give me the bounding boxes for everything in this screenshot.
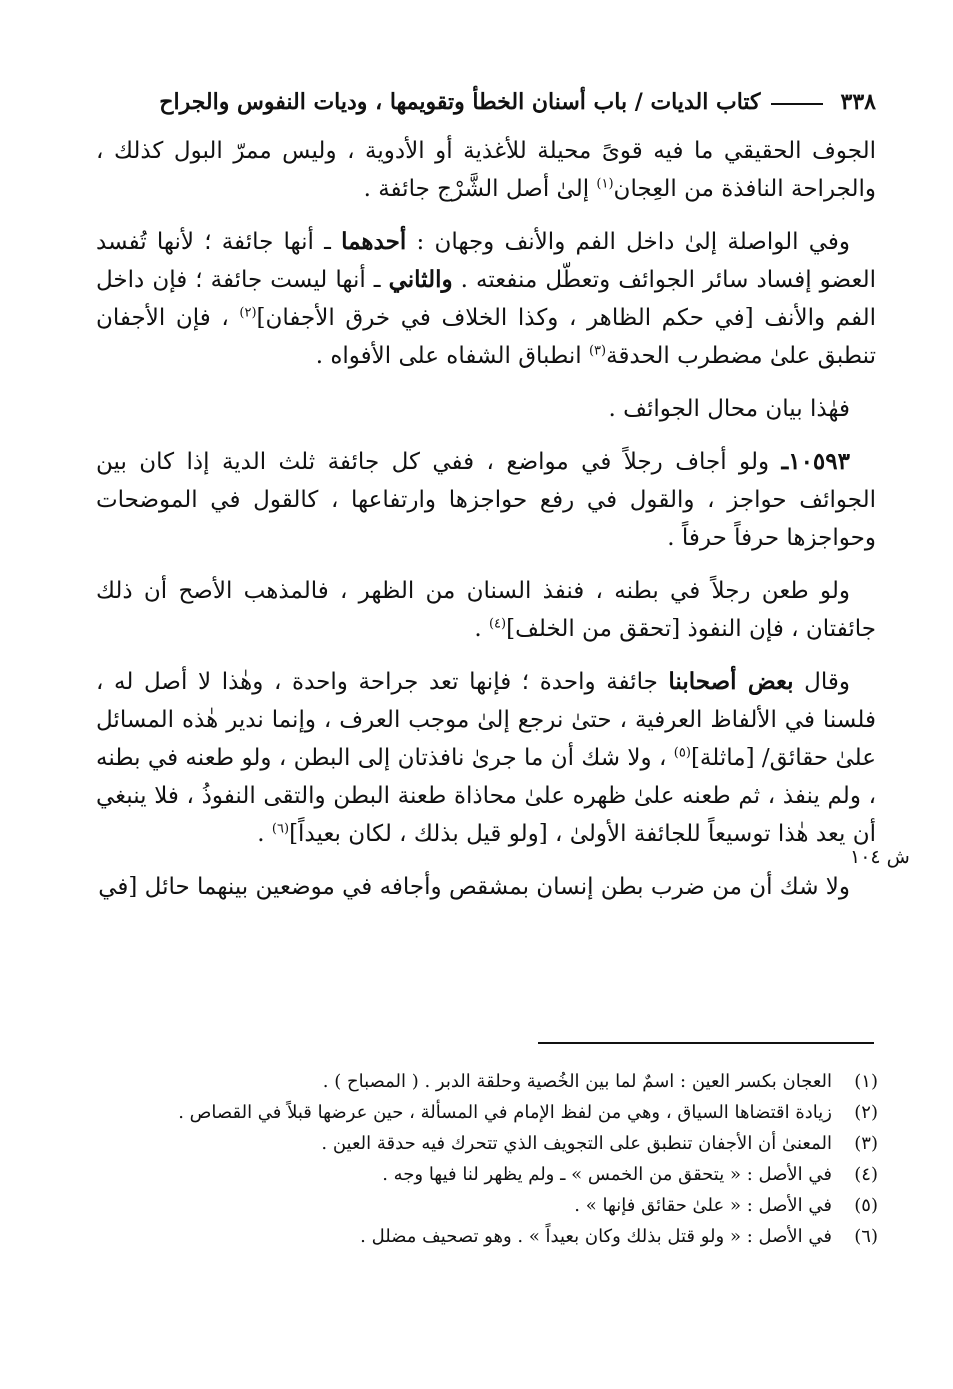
footnote-number: (٤) bbox=[854, 1164, 878, 1185]
text-run: ـ أنها ليست جائفة ؛ فإن داخل الفم والأنف [في حكم الظاهر ، وكذا الخلاف في خرق الأجفان] bbox=[96, 267, 876, 331]
text-run: جائفة واحدة ؛ فإنها تعد جراحة واحدة ، وهٰذا لا أصل له ، فلسنا في الألفاظ العرفية ، حتىٰ نرجع إلىٰ موجب العرف ، وإنما ندير هٰذه المسائل علىٰ حقائق/ [ماثلة] bbox=[96, 669, 876, 771]
header-dash bbox=[771, 103, 823, 105]
text-run: الجوف الحقيقي ما فيه قوىً محيلة للأغذية أو الأدوية ، وليس ممرّ البول كذلك ، والجراحة النافذة من العِجان bbox=[96, 138, 876, 202]
issue-number: ١٠٥٩٣ـ bbox=[781, 448, 850, 475]
paragraph-7: ولا شك أن من ضرب بطن إنسان بمشقص وأجافه في موضعين بينهما حائل [في bbox=[98, 874, 850, 900]
footnote bbox=[130, 1128, 878, 1159]
body-text bbox=[96, 132, 876, 921]
footnote-number: (٦) bbox=[854, 1226, 878, 1247]
footnote-ref-1[interactable]: (١) bbox=[596, 176, 614, 192]
text-run: وقال bbox=[793, 669, 850, 695]
footnote-text: في الأصل : « علىٰ حقائق فإنها » . bbox=[574, 1195, 832, 1216]
text-run: إلىٰ أصل الشَّرْج جائفة . bbox=[363, 176, 597, 202]
footnote-ref-2[interactable]: (٢) bbox=[239, 305, 257, 321]
footnote-text: زيادة اقتضاها السياق ، وهي من لفظ الإمام في المسألة ، حين عرضها قبلاً في القصاص . bbox=[178, 1102, 832, 1123]
footnote-number: (٢) bbox=[854, 1102, 878, 1123]
footnote bbox=[130, 1066, 878, 1097]
text-run: . bbox=[257, 821, 272, 847]
bold-term: أحدهما bbox=[341, 228, 407, 255]
text-run: ولو طعن رجلاً في بطنه ، فنفذ السنان من الظهر ، فالمذهب الأصح أن ذلك جائفتان ، فإن النفوذ [تحقق من الخلف] bbox=[96, 578, 876, 642]
footnote-ref-3[interactable]: (٣) bbox=[588, 343, 607, 359]
footnote-number: (٥) bbox=[854, 1195, 878, 1216]
text-run: ، ولا شك أن ما جرىٰ نافذتان إلى البطن ، ولو طعنه في بطنه ، ولم ينفذ ، ثم طعنه علىٰ ظهره علىٰ محاذاة طعنة البطن والتقى النفوذُ ، فلا ينبغي أن يعد هٰذا توسيعاً للجائفة الأولىٰ ، [ولو قيل بذلك ، لكان بعيداً] bbox=[96, 745, 876, 847]
footnote bbox=[130, 1221, 878, 1252]
footnote bbox=[130, 1190, 878, 1221]
footnote-ref-6[interactable]: (٦) bbox=[271, 821, 290, 837]
margin-note: ش ١٠٤ bbox=[850, 846, 910, 868]
paragraph-1 bbox=[96, 132, 876, 208]
footnote bbox=[130, 1097, 878, 1128]
footnote-separator bbox=[538, 1042, 874, 1044]
header-title: كتاب الديات / باب أسنان الخطأ وتقويمها ، وديات النفوس والجراح bbox=[159, 89, 761, 115]
running-header bbox=[96, 84, 876, 120]
paragraph-2 bbox=[96, 223, 876, 375]
text-run: ، فإن الأجفان تنطبق علىٰ مضطرب الحدقة bbox=[96, 305, 876, 369]
footnote-ref-5[interactable]: (٥) bbox=[673, 745, 691, 761]
footnote-ref-4[interactable]: (٤) bbox=[488, 616, 507, 632]
page-number: ٣٣٨ bbox=[840, 89, 876, 115]
text-run: وفي الواصلة إلىٰ داخل الفم والأنف وجهان : bbox=[406, 229, 850, 255]
footnote-text: في الأصل : « يتحقق من الخمس » ـ ولم يظهر لنا فيها وجه . bbox=[382, 1164, 832, 1185]
footnotes bbox=[130, 1066, 878, 1252]
paragraph-3: فهٰذا بيان محال الجوائف . bbox=[608, 396, 850, 422]
paragraph-6 bbox=[96, 663, 876, 853]
text-run: . bbox=[474, 616, 489, 642]
text-run: ـ أنها جائفة ؛ لأنها تُفسد العضو إفساد سائر الجوائف وتعطّل منفعته . bbox=[96, 229, 876, 293]
bold-term: والثاني bbox=[388, 266, 453, 293]
footnote-text: في الأصل : « ولو قتل بذلك وكان بعيداً » . وهو تصحيف مضلل . bbox=[360, 1226, 832, 1247]
footnote-text: العجان بكسر العين : اسمٌ لما بين الخُصية وحلقة الدبر . ( المصباح ) . bbox=[322, 1071, 832, 1092]
text-run: انطباق الشفاه على الأفواه . bbox=[315, 343, 589, 369]
text-run: ولو أجاف رجلاً في مواضع ، ففي كل جائفة ثلث الدية إذا كان بين الجوائف حواجز ، والقول في رفع حواجزها وارتفاعها ، كالقول في الموضحات وحواجزها حرفاً حرفاً . bbox=[96, 449, 876, 551]
paragraph-4 bbox=[96, 443, 876, 557]
bold-term: بعض أصحابنا bbox=[668, 668, 794, 695]
footnote-number: (١) bbox=[854, 1071, 878, 1092]
footnote-number: (٣) bbox=[854, 1133, 878, 1154]
footnote-text: المعنىٰ أن الأجفان تنطبق على التجويف الذي تتحرك فيه حدقة العين . bbox=[321, 1133, 832, 1154]
paragraph-5 bbox=[96, 572, 876, 648]
footnote bbox=[130, 1159, 878, 1190]
